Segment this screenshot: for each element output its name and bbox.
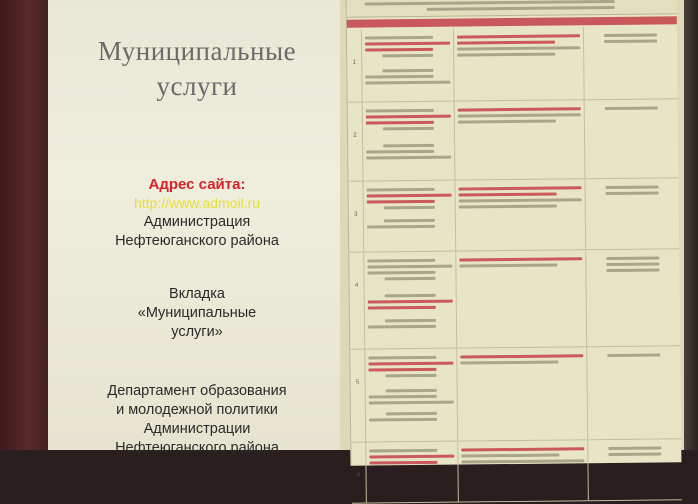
row-description [457, 347, 588, 440]
tab-block [58, 285, 336, 342]
row-term [585, 99, 679, 178]
table-row [348, 99, 679, 181]
services-table-area [340, 0, 686, 479]
header-text-line [427, 6, 614, 11]
row-responsible [366, 442, 459, 503]
row-description [455, 100, 586, 179]
row-description [458, 440, 589, 501]
row-number: 4 [349, 253, 365, 349]
wall-right [684, 0, 698, 450]
row-number: 5 [350, 350, 366, 442]
table-row [347, 26, 678, 102]
row-responsible [365, 349, 458, 442]
tab-line-3: услуги» [171, 324, 223, 340]
row-responsible [363, 102, 456, 181]
site-label: Адрес сайта: [148, 176, 246, 193]
row-description [456, 250, 587, 347]
dept-line-4: Нефтеюганского района [115, 440, 279, 456]
table-row [351, 439, 682, 503]
row-term [588, 439, 682, 500]
row-term [587, 346, 681, 439]
row-term [586, 249, 680, 346]
row-term [585, 178, 679, 249]
admin-block [58, 213, 336, 251]
slide-text-panel [58, 12, 336, 456]
dept-line-2: и молодежной политики [116, 402, 278, 418]
services-table [346, 0, 682, 479]
table-row [349, 249, 680, 349]
row-number: 3 [348, 182, 364, 252]
header-text-line [365, 0, 615, 6]
row-number: 1 [347, 30, 363, 102]
table-row [350, 346, 681, 442]
tab-line-1: Вкладка [169, 286, 225, 302]
heading-line-2: услуги [156, 71, 238, 101]
table-header [347, 0, 677, 18]
heading-line-1: Муниципальные [97, 36, 297, 66]
row-number: 6 [351, 443, 367, 503]
admin-line-2: Нефтеюганского района [115, 233, 279, 249]
slide-heading [58, 34, 336, 104]
tab-line-2: «Муниципальные [137, 305, 257, 321]
row-number: 2 [348, 103, 364, 181]
row-description [454, 27, 585, 100]
row-responsible [364, 252, 457, 349]
row-responsible [362, 29, 455, 102]
wall-left [0, 0, 48, 450]
dept-line-3: Администрации [143, 421, 251, 437]
dept-line-1: Департамент образования [107, 383, 287, 399]
row-responsible [363, 181, 456, 252]
row-description [455, 179, 586, 250]
table-row [348, 178, 679, 252]
row-term [584, 26, 678, 99]
projection-screen [48, 0, 686, 479]
site-url: http://www.admoil.ru [133, 195, 261, 211]
admin-line-1: Администрация [143, 214, 251, 230]
dept-block [58, 382, 336, 458]
